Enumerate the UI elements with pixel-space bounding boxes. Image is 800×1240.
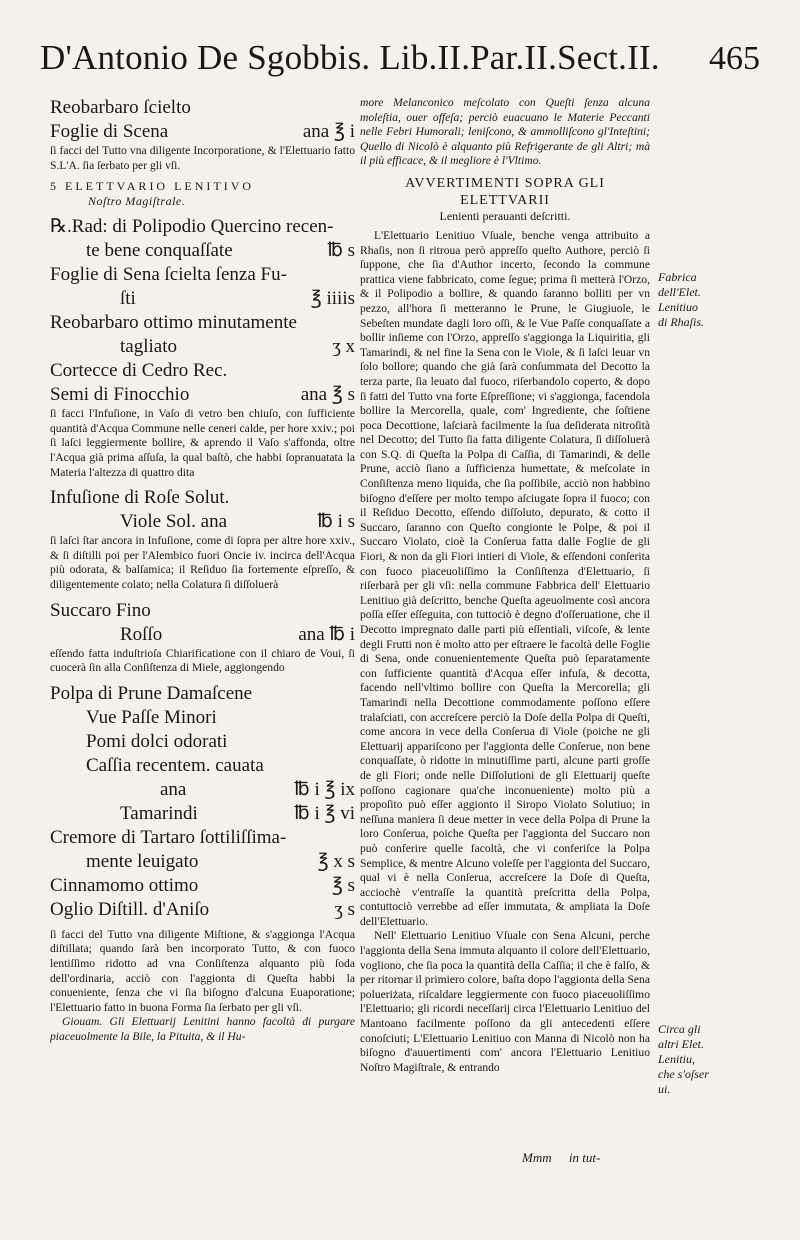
ingredient: Foglie di Sena ſcielta ſenza Fu- (50, 264, 287, 286)
recipe-line (50, 826, 355, 850)
catchword: in tut- (568, 1150, 601, 1165)
margin-note-line: Circa gli (658, 1022, 701, 1036)
electuary-title: 5 ELETTVARIO LENITIVO (50, 179, 255, 194)
right-column (360, 96, 650, 1236)
quantity: ℥ x s (317, 850, 355, 872)
recipe-line (50, 263, 355, 287)
recipe-list (50, 215, 355, 407)
ingredient: Oglio Diſtill. d'Aniſo (50, 898, 210, 920)
quantity: ana ℥ s (300, 384, 355, 406)
ingredient: ana (160, 778, 187, 800)
paragraph: Nell' Elettuario Lenitiuo Vſuale con Sena Alcuni, perche l'aggionta della Sena immuta alquanto il colore dell'Elettuario, vogliono, che ſia poca la quantità della Caſſia; il che è falſo, & per ritornar il primiero colore, baſta dopo l'aggionta della Sena polueriżata, riſcaldare leggiermente con fuoco piaceuoliſſimo l'Elettuario; gli ricordi neceſſarij circa l'Elettuario Lenitiuo del Mantoano facilmente poſſono da gli antecedenti eſſere conoſciuti; L'Elettuario Lenitiuo con Manna di Nicolò non ha biſogno d'auuertimenti com' ancora l'Elettuario Lenitiuo Noſtro Magiſtrale, & entrando (360, 929, 650, 1074)
paragraph: L'Elettuario Lenitiuo Vſuale, benche venga attribuito a Rhaſis, non ſi ritroua però appreſſo queſto Authore, perciò ſi ſuppone, che ſia d'Author incerto, ſecondo la commune prattica viene fabbricato, come ſegue; prima ſi metterà l'Orzo, & il Polipodio a bollire, & quando ſaranno bolliti per vn pezzo, all'hora ſi metteranno le Prune, le Giugiuole, le Sebeſten mundate dagli loro oſſi, & le Vue Paſſe conquaſſate a bollir inſieme con l'Orzo, appreſſo s'aggionga la Liquiritia, gli Tamarindi, & nel fine la Sena con le Viole, & ſi laſci leuar vn ſolo bollore; quando che già ſarà conſummata del Decotto la terza parte, ſia leuato dal fuoco, riſerbandolo coperto, & dopo ſi fatti del Tutto vna forte Eſpreſſione; vi s'aggionga, facendola bollire la Mercorella, quale, com' Ingrediente, che ſoſtiene poca Decottione, laſciarà facilmente la ſua deſiderata nitroſità nel Decotto; del Tutto ſia fatta diligente Colatura, ſi diſſoluerà con S.Q. di Queſta la Polpa di Caſſia, di Tamarindi, & delle Prune, acciò ſiano a ſufficienza humettate, & meſcolate in Conſiſtenza meno liquida, che ſia poſſibile, acciò non habbino biſogno d'eſſere per molto tempo aſciugate ſopra il fuoco; con il Reſiduo Decotto, eſſendo diſſoluto, depurato, & cotto il Succaro, ſaranno con Queſto congionte le Polpe, & poi il Succaro Violato, cioè la Conſerua fatta dalle Foglie de gli Fiori, & non da gli Fiori intieri di Viole, & eſſendoni conſerita con fuoco piaceuoliſſimo la Conſiſtenza d'Elettuario, ſi riſerbarà per gli vſi: nella commune Fabbrica dell' Elettuario Lenitiuo già deſcritto, benche Queſta ageuolmente così ancora poſſa eſſer eſſeguita, con tuttociò è degno d'oſſeruatione, che il Decotto impregnato dalle parti più eſſentiali, viſcoſe, & lente degli Frutti non è molto atto per eſtraere le facoltà delle Foglie di Sena, onde conuenientemente Queſta può ſeparatamente con ſufficiente quantità d'Acqua eſſer infuſa, & decotta, facendo nell'vltimo bollire con Queſta la Mercorella; gli Tamarindi nella Decottione commodamente poſſono eſſere tralaſciati, con accreſcere perciò la Doſe della Polpa di Queſti, come ancora in vece della Conſerua di Viole (poiche ne gli Elettuarij appariſcono per l'aggionta delle Conſerue, non bene conquaſſate, ò ridotte in minutiſſime parti, alcune parti groſſe de gli Fiori; onde nelle Diſſolutioni de gli Elettuarij queſte poſſono cagionare qua'che inconueniente) molto più a propoſito può eſſer aggionto il Siropo Violato Solutiuo; in neſſuna maniera ſi deue metter in vece della Polpa di Prune la loro Conſerua, poiche Queſta per l'aggionta del Succaro non può conferire quelle facoltà, che vi conferiſce la Polpa Semplice, & mentre Alcuno voleſſe per l'aggionta del Succaro, qual vi è nella Conſerua, accreſcere la Doſe di Queſta, acciochè v'entraſſe la quantità preſcritta della Polpa, contuttociò verrebbe ad eſſer immutata, & ampliata la Doſe dell'Elettuario. (360, 228, 650, 928)
section-subheading: Lenienti perauanti deſcritti. (439, 208, 571, 223)
margin-note-line: che s'oſser (658, 1067, 709, 1081)
recipe-line (50, 682, 355, 706)
quantity: ana ℥ i (302, 121, 355, 142)
catchword-line (522, 1150, 642, 1166)
quantity: ʒ x (332, 336, 355, 358)
paragraph: ſi facci del Tutto vna diligente Miſtione, & s'aggionga l'Acqua diſtillata; quando ſarà ben incorporato Tutto, & con fuoco lentiſſimo ridotto ad vna Conſiſtenza alquanto più ſoda dell'ordinaria, acciò con l'aggionta di Queſta habbi la conueniente, ſenza che vi ſia biſogno d'alcuna Euaporatione; l'Elettuario fatto in buona Forma ſia ſerbato per gli vſi. (50, 927, 355, 1014)
recipe-line (50, 215, 355, 239)
ingredient: ſti (120, 288, 136, 310)
paragraph: ſi laſci ſtar ancora in Infuſione, come di ſopra per altre hore xxiv., & ſi diſtilli poi per l'Alembico fuori Oncie iv. incirca dell'Acqua più odorata, & balſamica; il Reſiduo ſia fortemente eſpreſſo, & diligentemente colato; nella Colatura ſi diſſoluerà (50, 534, 355, 591)
header-title: D'Antonio De Sgobbis. Lib.II.Par.II.Sect.II. (40, 38, 660, 77)
quantity: ℔ i ℥ vi (294, 802, 355, 824)
ingredient: Foglie di Scena (50, 121, 169, 142)
margin-note-line: Fabrica (658, 270, 697, 284)
recipe-line (50, 850, 355, 874)
ingredient: ℞.Rad: di Polipodio Quercino recen- (50, 216, 334, 238)
recipe-list (50, 599, 355, 647)
ingredient: Succaro Fino (50, 599, 151, 621)
ingredient: Tamarindi (120, 802, 198, 824)
ingredient: Infuſione di Roſe Solut. (50, 487, 230, 509)
quantity: ℔ s (327, 240, 355, 262)
recipe-line (50, 874, 355, 898)
quantity: ℥ s (331, 874, 355, 896)
margin-note (658, 270, 790, 330)
ingredient: Caſſia recentem. cauata (86, 754, 264, 776)
ingredient: Reobarbaro ſcielto (50, 97, 191, 118)
paragraph: more Melanconico meſcolato con Queſti ſenza alcuna moleſtia, ouer offeſa; perciò euacuano le Materie Peccanti nelle Febri Humorali; leniſcono, & ammolliſcono gl'Inteſtini; Quello di Nicolò è alquanto più Refrigerante de gli Altri; mà il più efficace, & il megliore è l'Vltimo. (360, 96, 650, 168)
recipe-line (50, 623, 355, 647)
ingredient: te bene conquaſſate (86, 240, 233, 262)
recipe-line (50, 706, 355, 730)
electuary-subtitle: Noſtro Magiſtrale. (88, 194, 186, 209)
paragraph: ſi facci del Tutto vna diligente Incorporatione, & l'Elettuario fatto S.L'A. ſia ſerbato per gli vſi. (50, 144, 355, 172)
recipe-line (50, 486, 355, 510)
recipe-line (50, 754, 355, 778)
ingredient: Cortecce di Cedro Rec. (50, 360, 228, 382)
quantity: ℥ iiiis (310, 288, 355, 310)
paragraph: eſſendo fatta induſtrioſa Chiarificatione con il chiaro de Voui, ſi cuocerà ſin alla Conſiſtenza di Miele, aggiongendo (50, 646, 355, 675)
ingredient: Cinnamomo ottimo (50, 874, 199, 896)
recipe-line (50, 359, 355, 383)
recipe-line (50, 239, 355, 263)
left-column (50, 96, 355, 1236)
running-header (40, 38, 760, 94)
ingredient: Roſſo (120, 623, 163, 645)
recipe-line (50, 778, 355, 802)
quantity: ana ℔ i (298, 623, 355, 645)
quantity: ℔ i ℥ ix (294, 778, 355, 800)
page-number: 465 (709, 40, 760, 77)
ingredient: Reobarbaro ottimo minutamente (50, 312, 297, 334)
ingredient: Polpa di Prune Damaſcene (50, 682, 253, 704)
recipe-line (50, 898, 355, 922)
section-heading: AVVERTIMENTI SOPRA GLI ELETTVARII (405, 175, 605, 208)
paragraph: ſi facci l'Infuſione, in Vaſo di vetro ben chiuſo, con ſufficiente quantità d'Acqua Commune nelle ceneri calde, per hore xxiv.; poi ſi laſci leggiermente bollire, & aprendo il Vaſo s'affonda, oltre l'Acqua già prima aſſuſa, la qual baſtò, che habbi ſopranuatata la Materia l'altezza di quattro dita (50, 407, 355, 479)
recipe-list (50, 486, 355, 534)
recipe-list (50, 682, 355, 922)
recipe-line (50, 96, 355, 120)
recipe-line (50, 510, 355, 534)
margin-note-line: Lenitiuo (658, 300, 699, 314)
paragraph: Giouam. Gli Elettuarij Lenitini hanno facoltà di purgare piaceuolmente la Bile, la Pituita, & il Hu- (50, 1015, 355, 1043)
recipe-line (50, 335, 355, 359)
margin-note (658, 1022, 790, 1097)
margin-note-line: dell'Elet. (658, 285, 701, 299)
margin-note-line: di Rhaſis. (658, 315, 705, 329)
ingredient: Pomi dolci odorati (86, 730, 228, 752)
margin-note-line: Lenitiu, (658, 1052, 696, 1066)
ingredient: Cremore di Tartaro ſottiliſſima- (50, 826, 287, 848)
margin-note-line: ui. (658, 1082, 671, 1096)
ingredient: Vue Paſſe Minori (86, 706, 217, 728)
ingredient: tagliato (120, 336, 177, 358)
quantity: ʒ s (334, 898, 355, 920)
ingredient: Semi di Finocchio (50, 384, 190, 406)
recipe-line (50, 287, 355, 311)
signature-mark: Mmm (522, 1150, 552, 1165)
ingredient: mente leuigato (86, 850, 199, 872)
recipe-line (50, 802, 355, 826)
recipe-line (50, 599, 355, 623)
recipe-line (50, 120, 355, 144)
recipe-line (50, 730, 355, 754)
recipe-line (50, 311, 355, 335)
margin-note-line: altri Elet. (658, 1037, 704, 1051)
quantity: ℔ i s (317, 511, 355, 533)
recipe-top (50, 96, 355, 144)
recipe-line (50, 383, 355, 407)
ingredient: Viole Sol. ana (120, 511, 228, 533)
